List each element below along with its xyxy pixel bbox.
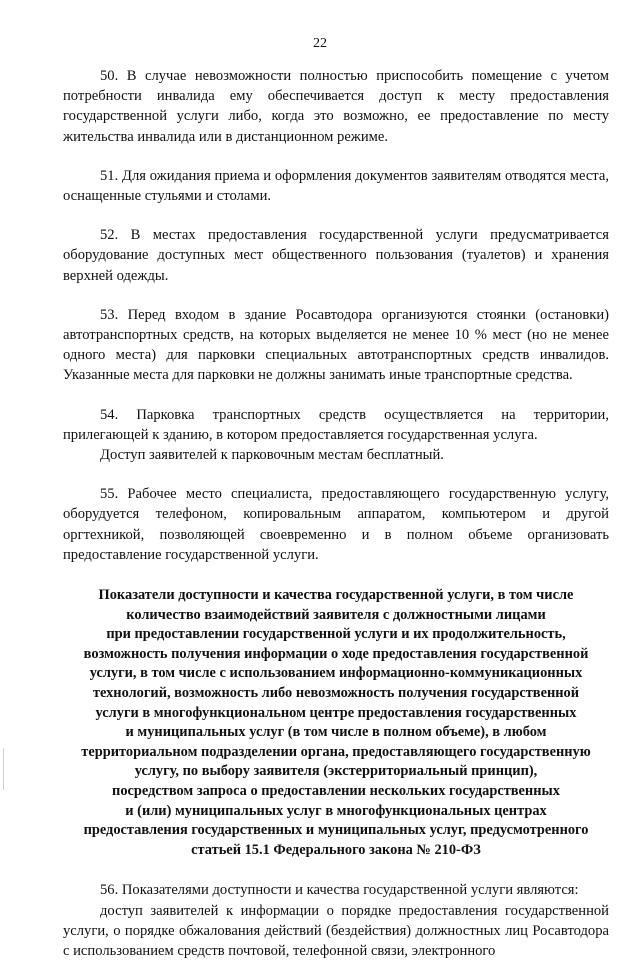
paragraph-53: 53. Перед входом в здание Росавтодора организуются стоянки (остановки) автотранспортных средств, на которых выделяется не менее 10 % мест (но не менее одного места) для парковки специальных автотранспортных средств инвалидов. Указанные места для парковки не должны занимать иные транспортные средства. — [63, 306, 609, 384]
heading-line: технологий, возможность либо невозможность получения государственной — [92, 685, 580, 702]
heading-line: количество взаимодействий заявителя с должностными лицами — [126, 606, 546, 623]
document-body — [63, 66, 609, 961]
paragraph-52: 52. В местах предоставления государственной услуги предусматривается оборудование доступных мест общественного пользования (туалетов) и хранения верхней одежды. — [63, 227, 609, 284]
paragraph-56-access: доступ заявителей к информации о порядке предоставления государственной услуги, о порядке обжалования действий (бездействия) должностных лиц Росавтодора с использованием средств почтовой, телефонной связи, электронного — [63, 902, 609, 959]
heading-line: и (или) муниципальных услуг в многофункциональных центрах — [125, 802, 547, 819]
heading-line: статьей 15.1 Федерального закона № 210-ФЗ — [191, 841, 481, 858]
paragraph-54: 54. Парковка транспортных средств осуществляется на территории, прилегающей к зданию, в котором предоставляется государственная услуга. — [63, 406, 609, 443]
paragraph-51: 51. Для ожидания приема и оформления документов заявителям отводятся места, оснащенные стульями и столами. — [63, 167, 609, 205]
paragraph-55: 55. Рабочее место специалиста, предоставляющего государственную услугу, оборудуется телефоном, копировальным аппаратом, компьютером и другой оргтехникой, позволяющей своевременно и в полном объеме организовать предоставление государственной услуги. — [63, 486, 609, 563]
section-heading — [63, 586, 609, 860]
heading-line: посредством запроса о предоставлении нескольких государственных — [112, 783, 560, 799]
heading-line: услуги в многофункциональном центре предоставления государственных — [95, 704, 577, 721]
heading-line: услуги, в том числе с использованием информационно-коммуникационных — [89, 665, 583, 682]
heading-line: услугу, по выбору заявителя (экстерриториальный принцип), — [134, 763, 538, 780]
heading-line: территориальном подразделении органа, предоставляющего государственную — [81, 743, 591, 760]
paragraph-56: 56. Показателями доступности и качества государственной услуги являются: — [100, 882, 579, 899]
scan-edge-mark — [3, 748, 4, 790]
heading-line: и муниципальных услуг (в том числе в полном объеме), в любом — [125, 724, 547, 741]
heading-line: возможность получения информации о ходе предоставления государственной — [83, 645, 589, 662]
heading-line: при предоставлении государственной услуги и их продолжительность, — [106, 626, 566, 643]
paragraph-50: 50. В случае невозможности полностью приспособить помещение с учетом потребности инвалида ему обеспечивается доступ к месту предоставления государственной услуги либо, когда это возможно, ее предоставление по месту жительства инвалида или в дистанционном режиме. — [63, 68, 609, 145]
heading-line: предоставления государственных и муниципальных услуг, предусмотренного — [83, 822, 589, 839]
page-number: 22 — [313, 36, 327, 51]
heading-line: Показатели доступности и качества государственной услуги, в том числе — [98, 587, 574, 604]
paragraph-54-parking-free: Доступ заявителей к парковочным местам бесплатный. — [100, 447, 444, 464]
